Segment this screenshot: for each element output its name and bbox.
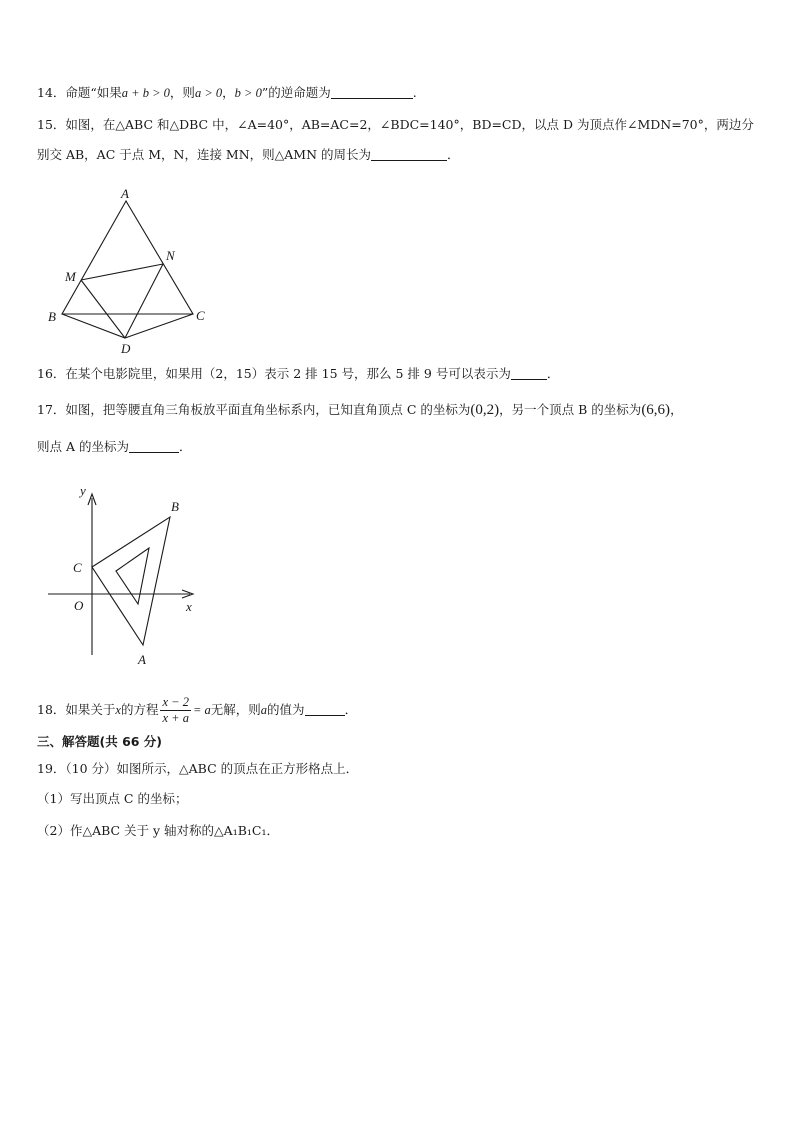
question-19-part2: （2）作△ABC 关于 y 轴对称的△A₁B₁C₁． — [37, 823, 279, 838]
label-B-point: B — [171, 499, 179, 514]
question-18 — [37, 694, 357, 726]
label-C: C — [196, 308, 205, 323]
q14-mid1: ，则 — [169, 85, 195, 100]
label-C-point: C — [73, 560, 82, 575]
label-y-axis: y — [80, 483, 86, 498]
q18-rhs: = a — [192, 703, 211, 717]
fraction-denominator: x + a — [162, 711, 189, 725]
q18-mid: 的方程 — [120, 702, 159, 717]
label-A-point: A — [138, 652, 146, 667]
q17-text4: 则点 A 的坐标为 — [37, 439, 129, 454]
q16-text: 16．在某个电影院里，如果用（2，15）表示 2 排 15 号，那么 5 排 9 号可以表示为 — [37, 366, 511, 381]
label-D: D — [121, 341, 131, 356]
question-15-line1: 15．如图，在△ABC 和△DBC 中，∠A=40°，AB=AC=2，∠BDC=140°，BD=CD，以点 D 为顶点作∠MDN=70°，两边分 — [37, 117, 754, 132]
label-N: N — [166, 248, 175, 263]
q17-text3: ， — [670, 402, 683, 417]
q18-prefix: 18．如果关于 — [37, 702, 116, 717]
question-19: 19．（10 分）如图所示，△ABC 的顶点在正方形格点上． — [37, 761, 359, 776]
q18-var2: a — [260, 703, 268, 717]
q15-text: 别交 AB，AC 于点 M，N，连接 MN，则△AMN 的周长为 — [37, 147, 372, 162]
q15-end: ． — [447, 147, 460, 162]
q14-prefix: 14．命题“如果 — [37, 85, 122, 100]
label-x-axis: x — [186, 599, 192, 614]
q17-c-coord: (0,2) — [470, 402, 500, 418]
q18-mid2: 无解，则 — [210, 702, 261, 717]
q14-expr3: b > 0 — [234, 86, 262, 100]
q18-var: x — [115, 703, 121, 717]
triangle-ruler-outer — [92, 517, 170, 645]
q17-b-coord: (6,6) — [641, 402, 671, 418]
q18-end: ． — [344, 702, 358, 717]
triangle-ruler-inner — [116, 548, 149, 604]
section-heading: 三、解答题(共 66 分) — [37, 734, 163, 749]
q17-text1: 17．如图，把等腰直角三角板放平面直角坐标系内，已知直角顶点 C 的坐标为 — [37, 402, 471, 417]
label-M: M — [65, 269, 76, 284]
answer-blank-18[interactable] — [305, 702, 345, 716]
q17-text2: ，另一个顶点 B 的坐标为 — [499, 402, 642, 417]
question-19-part1: （1）写出顶点 C 的坐标； — [37, 791, 188, 806]
label-A: A — [121, 186, 129, 201]
q18-suffix: 的值为 — [267, 702, 305, 717]
q16-end: ． — [546, 366, 560, 381]
label-origin: O — [74, 598, 84, 613]
q17-end: ． — [178, 439, 192, 454]
q14-sep: ， — [222, 85, 235, 100]
q14-expr1: a + b > 0 — [121, 86, 170, 100]
q14-end: . — [412, 85, 417, 100]
label-B: B — [48, 309, 56, 324]
fraction-numerator: x − 2 — [162, 695, 189, 709]
q14-suffix: ”的逆命题为 — [261, 85, 331, 100]
equation-fraction — [160, 695, 190, 726]
q14-expr2: a > 0 — [194, 86, 223, 100]
